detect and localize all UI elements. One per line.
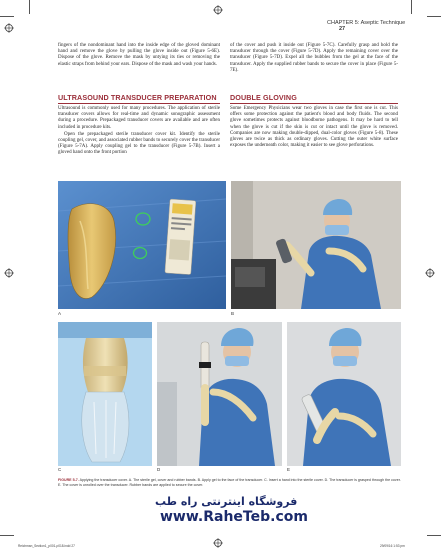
photo-d-grasp-transducer	[157, 322, 282, 466]
registration-mark-icon	[213, 538, 223, 548]
footer-timestamp: 29/09/16 1:53 pm	[380, 544, 405, 548]
registration-mark-icon	[213, 5, 223, 15]
watermark-persian: فروشگاه اینترنتی راه طب	[155, 495, 298, 508]
heading-rule	[58, 103, 220, 104]
figure-caption	[58, 478, 401, 487]
crop-mark	[427, 16, 441, 17]
photo-e-cover-unrolled	[287, 322, 401, 466]
chapter-title: CHAPTER 5: Aseptic Technique	[327, 20, 406, 26]
running-header	[327, 20, 417, 32]
page-number: 27	[339, 26, 346, 32]
crop-mark	[0, 535, 14, 536]
body-paragraph: of the cover and push it inside out (Figure 5-7C). Carefully grasp and hold the transducer through the cover (Figure 5-7D). Apply the remaining cover over the transducer (Figure 5-7D). Expel all the bubbles from the gel at the face of the transducer. Apply the supplied rubber bands to secure the cover in place (Figure 5-7E).	[230, 43, 398, 73]
footer-file-slug: Reichman_Section1_p001-p018.indd 27	[18, 544, 75, 548]
photo-e-label: E	[287, 467, 291, 472]
right-column-intro	[230, 43, 398, 75]
body-paragraph: fingers of the nondominant hand into the inside edge of the gloved dominant hand and remove the glove by pulling the glove inside out (Figure 5-6E). Dispose of the glove. Remove the mask by untying its ties or removing the elastic straps from behind your ears. Dispose of the mask and wash your hands.	[58, 43, 220, 67]
photo-a-label: A	[58, 311, 62, 316]
crop-mark	[0, 16, 14, 17]
crop-mark	[411, 0, 412, 14]
photo-a-transducer-kit	[58, 181, 226, 309]
photo-c-label: C	[58, 467, 62, 472]
heading-rule	[230, 103, 398, 104]
section-heading-ultrasound: ULTRASOUND TRANSDUCER PREPARATION	[58, 93, 217, 102]
left-column-intro	[58, 43, 220, 69]
photo-d-label: D	[157, 467, 161, 472]
figure-number: FIGURE 5-7.	[58, 478, 79, 482]
photo-b-label: B	[231, 311, 235, 316]
crop-mark	[29, 0, 30, 14]
caption-text: Applying the transducer cover. A. The sterile gel, cover and rubber bands. B. Apply gel to the face of the transducer. C. Insert a hand into the sterile cover. D. The transducer is grasped through the cover. E. The cover is unrolled over the transducer. Rubber bands are applied to secure the cover.	[58, 478, 401, 487]
body-paragraph: Ultrasound is commonly used for many procedures. The application of sterile transducer covers allows for real-time and dynamic sonographic assessment during a procedure. Prepackaged transducer covers are available and are often included in procedure kits.	[58, 106, 220, 130]
registration-mark-icon	[4, 23, 14, 33]
registration-mark-icon	[425, 268, 435, 278]
body-paragraph: Open the prepackaged sterile transducer cover kit. Identify the sterile coupling gel, cover, and associated rubber bands to securely cover the transducer (Figure 5-7A). Apply coupling gel to the transducer (Figure 5-7B). Insert a gloved hand onto the front portion	[58, 131, 220, 156]
photo-c-hand-in-cover	[58, 322, 152, 466]
crop-mark	[427, 535, 441, 536]
watermark-url: www.RaheTeb.com	[160, 509, 308, 525]
left-column-body	[58, 106, 220, 158]
section-heading-double-gloving: DOUBLE GLOVING	[230, 93, 297, 102]
registration-mark-icon	[4, 268, 14, 278]
right-column-body	[230, 106, 398, 150]
photo-b-apply-gel	[231, 181, 401, 309]
body-paragraph: Some Emergency Physicians wear two gloves in case the first one is cut. This offers some protection against the patient's blood and body fluids. The second glove sometimes protects against bloodborne pathogens. It may be hard to tell when the glove is cut if the skin is cut or intact until the glove is removed. Companies are now making double-dipped, dual-color gloves (Figure 5-8). These gloves are twice as thick as ordinary gloves. Cutting the outer white surface exposes the underneath color, making it easier to see glove perforations.	[230, 106, 398, 149]
